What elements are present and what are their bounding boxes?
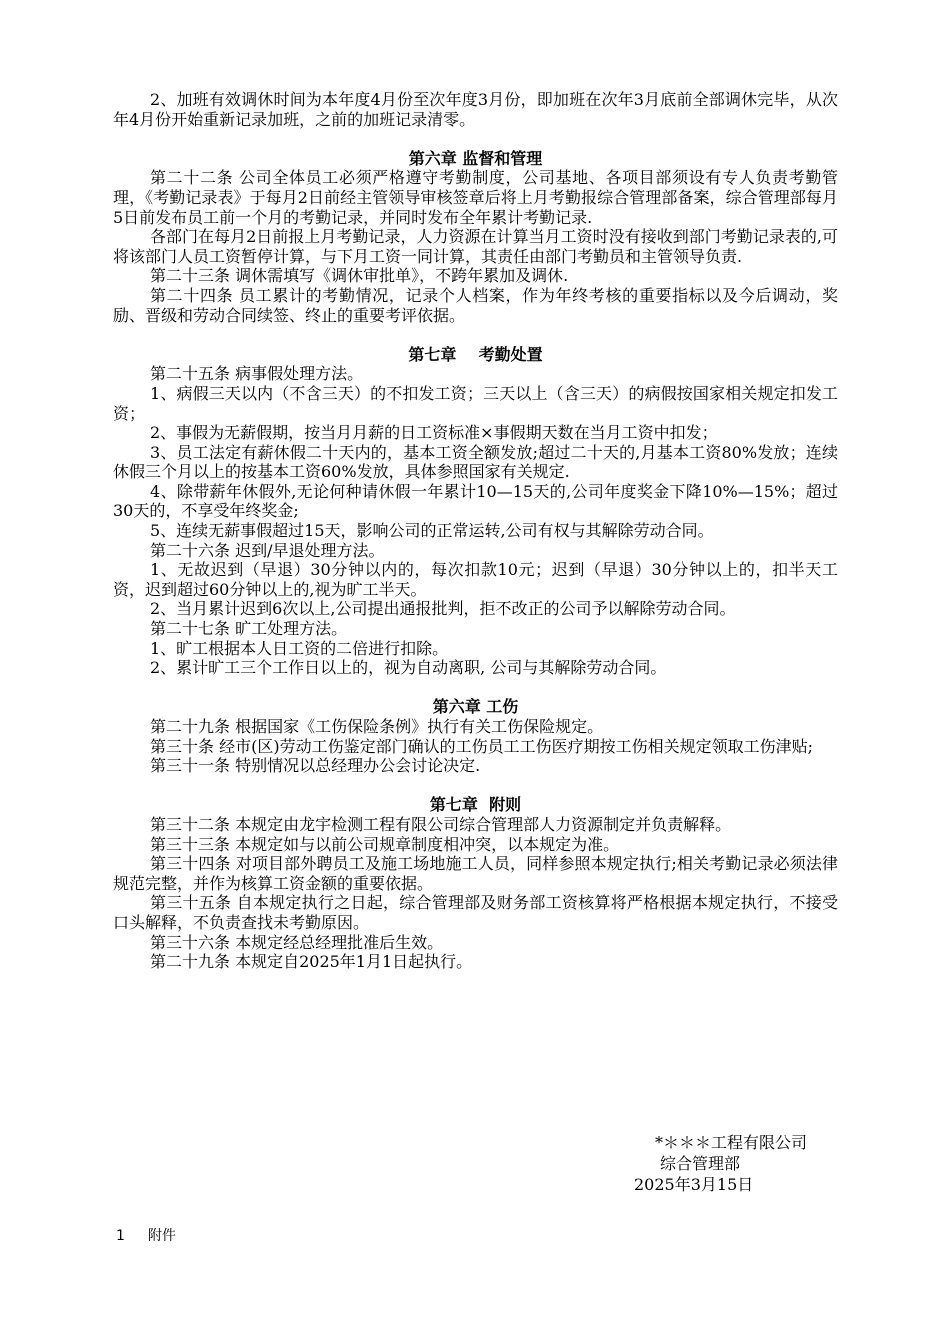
- footer-number: 1: [116, 1228, 125, 1244]
- article-paragraph: 1、无故迟到（早退）30分钟以内的，每次扣款10元；迟到（早退）30分钟以上的，扣半天工资，迟到超过60分钟以上的,视为旷工半天。: [113, 560, 838, 599]
- article-paragraph: 第二十九条 本规定自2025年1月1日起执行。: [150, 952, 473, 972]
- signature-date: 2025年3月15日: [634, 1175, 754, 1194]
- chapter-heading: 第六章 监督和管理: [408, 148, 543, 168]
- chapter-heading: 第六章 工伤: [432, 697, 519, 717]
- article-paragraph: 第二十三条 调休需填写《调休审批单》，不跨年累加及调休.: [150, 266, 569, 286]
- article-paragraph: 2、当月累计迟到6次以上,公司提出通报批判，拒不改正的公司予以解除劳动合同。: [150, 599, 736, 619]
- article-paragraph: 各部门在每月2日前报上月考勤记录，人力资源在计算当月工资时没有接收到部门考勤记录表的,可将该部门人员工资暂停计算，与下月工资一同计算，其责任由部门考勤员和主管领导负责.: [113, 227, 838, 266]
- article-paragraph: 第二十七条 旷工处理方法。: [150, 619, 348, 639]
- article-paragraph: 第二十二条 公司全体员工必须严格遵守考勤制度，公司基地、各项目部须设有专人负责考勤管理，《考勤记录表》于每月2日前经主管领导审核签章后将上月考勤报综合管理部备案，综合管理部每月5日前发布员工前一个月的考勤记录，并同时发布全年累计考勤记录.: [113, 168, 838, 227]
- chapter-heading: 第七章 考勤处置: [408, 344, 543, 364]
- chapter-heading: 第七章 附则: [429, 795, 522, 815]
- footer-note: [116, 1225, 176, 1245]
- article-paragraph: 1、病假三天以内（不含三天）的不扣发工资；三天以上（含三天）的病假按国家相关规定扣发工资；: [113, 383, 838, 423]
- article-paragraph: 第三十四条 对项目部外聘员工及施工场地施工人员，同样参照本规定执行;相关考勤记录必须法律规范完整，并作为核算工资金额的重要依据。: [113, 854, 838, 893]
- article-paragraph: 第三十五条 自本规定执行之日起，综合管理部及财务部工资核算将严格根据本规定执行，不接受口头解释，不负责查找未考勤原因。: [113, 893, 838, 932]
- article-paragraph: 2、累计旷工三个工作日以上的，视为自动离职, 公司与其解除劳动合同。: [150, 658, 667, 678]
- signature-company: *＊＊＊工程有限公司: [655, 1133, 808, 1152]
- article-paragraph: 第二十五条 病事假处理方法。: [150, 364, 364, 384]
- article-paragraph: 2、事假为无薪假期，按当月月薪的日工资标准×事假期天数在当月工资中扣发；: [150, 423, 718, 443]
- article-paragraph: 第三十二条 本规定由龙宇检测工程有限公司综合管理部人力资源制定并负责解释。: [150, 814, 732, 834]
- footer-label: 附件: [148, 1228, 176, 1244]
- article-paragraph: 4、除带薪年休假外,无论何种请休假一年累计10—15天的,公司年度奖金下降10%—15%；超过30天的，不享受年终奖金;: [113, 481, 838, 521]
- article-paragraph: 第三十一条 特别情况以总经理办公会讨论决定.: [150, 756, 481, 776]
- article-paragraph: 3、员工法定有薪休假二十天内的，基本工资全额发放;超过二十天的,月基本工资80%发放；连续休假三个月以上的按基本工资60%发放，具体参照国家有关规定.: [113, 442, 838, 482]
- article-paragraph: 第二十九条 根据国家《工伤保险条例》执行有关工伤保险规定。: [150, 717, 604, 736]
- article-paragraph: 第二十四条 员工累计的考勤情况，记录个人档案，作为年终考核的重要指标以及今后调动，奖励、晋级和劳动合同续签、终止的重要考评依据。: [113, 285, 838, 325]
- document-body: [113, 90, 838, 972]
- article-paragraph: 第三十条 经市(区)劳动工伤鉴定部门确认的工伤员工工伤医疗期按工伤相关规定领取工伤津贴;: [150, 736, 813, 756]
- article-paragraph: 第三十六条 本规定经总经理批准后生效。: [150, 932, 444, 952]
- signature-department: 综合管理部: [660, 1154, 741, 1173]
- intro-paragraph: 2、加班有效调休时间为本年度4月份至次年度3月份，即加班在次年3月底前全部调休完毕，从次年4月份开始重新记录加班，之前的加班记录清零。: [113, 90, 838, 129]
- article-paragraph: 5、连续无薪事假超过15天，影响公司的正常运转,公司有权与其解除劳动合同。: [150, 521, 714, 541]
- article-paragraph: 第二十六条 迟到/早退处理方法。: [150, 540, 385, 560]
- article-paragraph: 1、旷工根据本人日工资的二倍进行扣除。: [150, 638, 449, 658]
- article-paragraph: 第三十三条 本规定如与以前公司规章制度相冲突，以本规定为准。: [150, 834, 620, 854]
